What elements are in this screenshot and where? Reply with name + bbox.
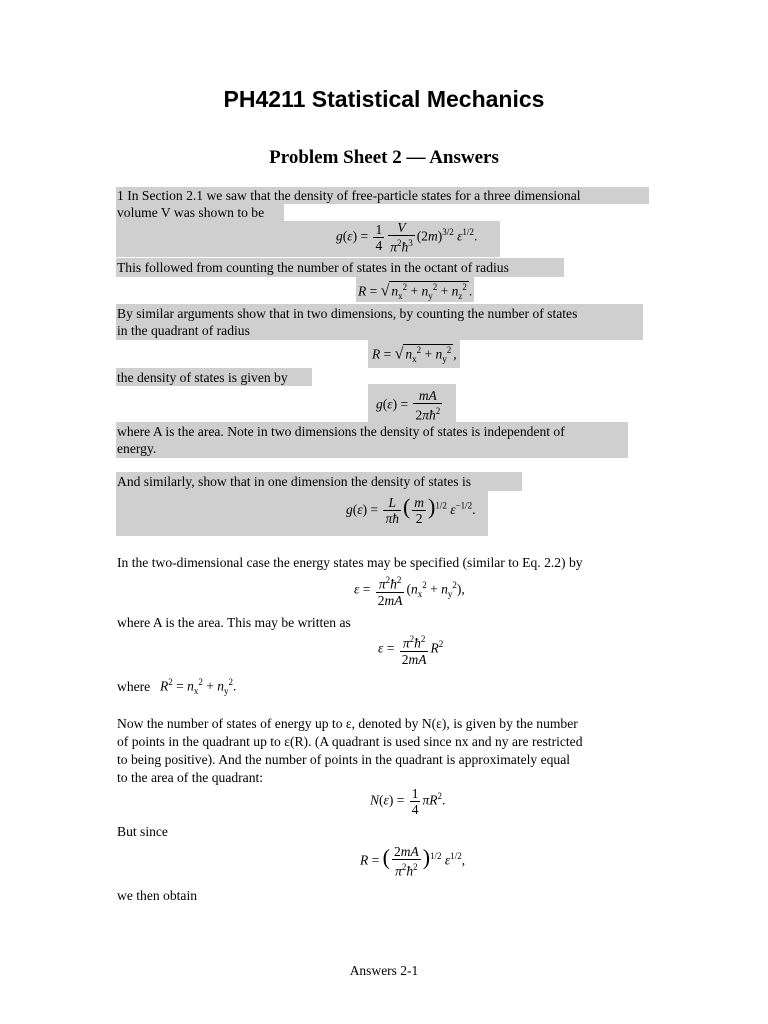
equation-energy-radius: ε = $\frac{\pi^2ħ^2}{2mA}$ $R^2$ (378, 634, 444, 667)
equation-3d-density: g(ε) = $\frac{1}{4}$ $\frac{V}{\pi^2ħ^3}$ $(2m)^{3/2}$ $\varepsilon^{1/2}$. (336, 220, 478, 255)
equation-2d-density: g(ε) = $\frac{mA}{2\pi ħ^2}$ (376, 388, 441, 423)
problem-line: This followed from counting the number of states in the octant of radius (117, 260, 509, 275)
problem-line: where A is the area. Note in two dimensions the density of states is independent of (117, 424, 565, 439)
answer-paragraph: to the area of the quadrant: (117, 770, 264, 785)
equation-1d-density: g(ε) = $\frac{L}{\pi ħ}$ ( $\frac{m}{2}$ )$^{1/2}$ $\varepsilon^{-1/2}$. (346, 494, 476, 527)
answer-paragraph: In the two-dimensional case the energy states may be specified (similar to Eq. 2.2) by (117, 555, 583, 570)
problem-line: 1 In Section 2.1 we saw that the density of free-particle states for a three dimensional (117, 188, 581, 203)
equation-energy-states: ε = $\frac{\pi^2ħ^2}{2mA}$ $(n_x^2 + n_y^2)$, (354, 575, 465, 608)
equation-radius-2d: R = √ $n_x^2 + n_y^2$ , (372, 345, 457, 365)
document-subtitle: Problem Sheet 2 — Answers (269, 147, 499, 168)
equation-radius-3d: R = √ $n_x^2 + n_y^2 + n_z^2$ . (358, 282, 473, 302)
problem-line: the density of states is given by (117, 370, 288, 385)
document-title: PH4211 Statistical Mechanics (223, 86, 545, 112)
answer-paragraph: of points in the quadrant up to ε(R). (A quadrant is used since nx and ny are restricted (117, 734, 583, 749)
page-footer: Answers 2-1 (349, 963, 419, 978)
answer-paragraph: we then obtain (117, 888, 198, 903)
problem-line: energy. (117, 441, 157, 456)
answer-paragraph: to being positive). And the number of points in the quadrant is approximately equal (117, 752, 571, 767)
equation-radius-energy: R = ( $\frac{2mA}{\pi^2ħ^2}$ )$^{1/2}$ $\varepsilon^{1/2}$, (360, 844, 466, 879)
answer-paragraph: Now the number of states of energy up to ε, denoted by N(ε), is given by the number (117, 716, 578, 731)
answer-paragraph: where (117, 679, 151, 694)
problem-line: in the quadrant of radius (117, 323, 250, 338)
answer-paragraph: where A is the area. This may be written as (117, 615, 351, 630)
problem-line: And similarly, show that in one dimension the density of states is (117, 474, 472, 489)
equation-r-squared: $R^2 = n_x^2 + n_y^2$. (160, 677, 237, 697)
problem-line: By similar arguments show that in two dimensions, by counting the number of states (117, 306, 578, 321)
answer-paragraph: But since (117, 824, 168, 839)
problem-line: volume V was shown to be (117, 205, 265, 220)
equation-number-states: N(ε) = $\frac{1}{4}$ $\pi R^2$. (370, 786, 446, 817)
